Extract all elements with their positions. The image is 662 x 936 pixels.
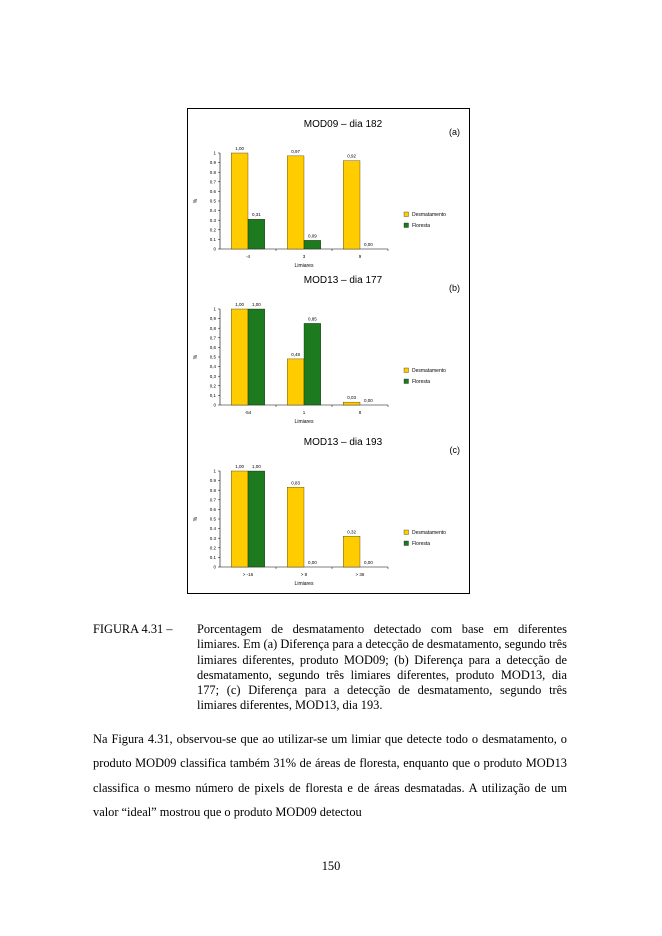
x-tick-label: 9 — [358, 254, 362, 259]
bar-floresta — [248, 471, 265, 567]
bar-desmatamento — [231, 153, 248, 249]
y-tick-label: 0,2 — [209, 383, 216, 389]
legend-label: Floresta — [412, 541, 431, 547]
legend-swatch-desmatamento — [404, 368, 409, 373]
y-tick-label: 0 — [213, 246, 216, 252]
y-tick-label: 0.9 — [209, 478, 216, 484]
data-label: 1,00 — [235, 302, 244, 307]
y-tick-label: 0.1 — [209, 555, 216, 560]
panel-label: (c) — [449, 445, 460, 455]
legend-label: Desmatamento — [412, 212, 446, 218]
x-tick-label: 3 — [302, 254, 306, 259]
x-tick-label: 1 — [302, 410, 306, 415]
bar-floresta — [304, 323, 321, 405]
x-tick-label: > 8 — [300, 572, 308, 577]
y-axis-label: % — [193, 516, 199, 522]
y-tick-label: 0.4 — [209, 208, 216, 214]
data-label: 0,48 — [291, 351, 300, 357]
legend-label: Desmatamento — [412, 530, 446, 536]
y-tick-label: 0 — [213, 402, 216, 408]
data-label: 1,00 — [235, 464, 244, 469]
y-tick-label: 0.8 — [209, 169, 216, 175]
x-axis-label: Limiares — [294, 263, 314, 269]
y-tick-label: 1 — [213, 468, 216, 474]
y-tick-label: 1 — [213, 306, 216, 312]
y-tick-label: 0.6 — [209, 189, 216, 194]
legend-swatch-floresta — [404, 223, 409, 228]
legend-label: Floresta — [412, 223, 431, 229]
bar-desmatamento — [343, 161, 360, 249]
x-tick-label: 8 — [358, 410, 362, 415]
chart-title: MOD09 – dia 182 — [303, 119, 383, 130]
chart-title: MOD13 – dia 177 — [303, 275, 383, 286]
y-tick-label: 0,4 — [209, 364, 216, 370]
y-axis-label: % — [193, 354, 199, 360]
data-label: 0,00 — [364, 242, 373, 247]
y-tick-label: 0,7 — [209, 335, 216, 341]
bar-floresta — [304, 240, 321, 249]
legend-label: Floresta — [412, 379, 431, 385]
data-label: 0,97 — [291, 148, 300, 154]
caption-label: FIGURA 4.31 – — [93, 622, 173, 636]
chart-title: MOD13 – dia 193 — [303, 437, 383, 448]
data-label: 0,83 — [291, 480, 300, 486]
y-tick-label: 0.5 — [209, 198, 216, 204]
y-tick-label: 0,1 — [209, 393, 216, 398]
y-tick-label: 1 — [213, 150, 216, 156]
body-paragraph: Na Figura 4.31, observou-se que ao utilizar-se um limiar que detecte todo o desmatamento, o produto MOD09 classifica também 31% de áreas de floresta, enquanto que o produto MOD13 classifica o mesmo número de pixels de floresta e de áreas desmatadas. A utilização de um valor “ideal” mostrou que o produto MOD09 detectou — [93, 732, 567, 819]
chart-a — [188, 113, 471, 273]
page-number: 150 — [321, 859, 341, 873]
panel-label: (a) — [449, 127, 460, 137]
bar-desmatamento — [287, 359, 304, 405]
figure-caption — [93, 622, 567, 714]
legend-label: Desmatamento — [412, 368, 446, 374]
y-tick-label: 0,3 — [209, 373, 216, 379]
data-label: 0,09 — [308, 233, 317, 239]
y-tick-label: 0.4 — [209, 526, 216, 532]
chart-b — [188, 269, 471, 429]
bar-desmatamento — [343, 536, 360, 567]
x-axis-label: Limiares — [294, 419, 314, 425]
y-tick-label: 0.3 — [209, 535, 216, 541]
y-axis-label: % — [193, 198, 199, 204]
legend-swatch-desmatamento — [404, 530, 409, 535]
y-tick-label: 0,5 — [209, 354, 216, 360]
x-tick-label: -54 — [244, 410, 252, 415]
figure-frame — [187, 108, 470, 594]
y-tick-label: 0.2 — [209, 545, 216, 551]
data-label: 1,00 — [252, 302, 261, 307]
chart-c — [188, 431, 471, 591]
caption-text: Porcentagem de desmatamento detectado com base em diferentes limiares. Em (a) Diferença para a detecção de desmatamento, segundo três limiares diferentes, produto MOD09; (b) Diferença para a detecção de desmatamento, segundo três limiares diferentes, produto MOD13, dia 177; (c) Diferença para a detecção de desmatamento, segundo três limiares diferentes, MOD13, dia 193. — [197, 622, 567, 713]
chart-svg — [188, 431, 471, 591]
bar-desmatamento — [343, 402, 360, 405]
x-tick-label: > 36 — [355, 572, 365, 577]
data-label: 0,92 — [347, 153, 356, 159]
legend-swatch-floresta — [404, 541, 409, 546]
y-tick-label: 0.6 — [209, 507, 216, 512]
data-label: 0,32 — [347, 529, 356, 535]
data-label: 0,00 — [364, 560, 373, 565]
bar-floresta — [248, 219, 265, 249]
chart-svg — [188, 269, 471, 429]
bar-desmatamento — [287, 156, 304, 249]
y-tick-label: 0.7 — [209, 497, 216, 503]
x-tick-label: > -16 — [242, 572, 254, 577]
y-tick-label: 0.1 — [209, 237, 216, 242]
data-label: 1,00 — [235, 146, 244, 151]
y-tick-label: 0.3 — [209, 217, 216, 223]
data-label: 1,00 — [252, 464, 261, 469]
bar-desmatamento — [287, 487, 304, 567]
y-tick-label: 0.7 — [209, 179, 216, 185]
y-tick-label: 0.9 — [209, 160, 216, 166]
y-tick-label: 0.5 — [209, 516, 216, 522]
chart-svg — [188, 113, 471, 273]
y-tick-label: 0.2 — [209, 227, 216, 233]
x-tick-label: -4 — [245, 254, 251, 259]
y-tick-label: 0,9 — [209, 316, 216, 322]
data-label: 0,31 — [252, 212, 261, 218]
data-label: 0,03 — [347, 395, 356, 401]
bar-floresta — [248, 309, 265, 405]
data-label: 0,85 — [308, 316, 317, 322]
legend-swatch-desmatamento — [404, 212, 409, 217]
data-label: 0,00 — [364, 398, 373, 403]
bar-desmatamento — [231, 309, 248, 405]
bar-desmatamento — [231, 471, 248, 567]
y-tick-label: 0 — [213, 564, 216, 570]
panel-label: (b) — [449, 283, 460, 293]
y-tick-label: 0.8 — [209, 487, 216, 493]
y-tick-label: 0,8 — [209, 325, 216, 331]
x-axis-label: Limiares — [294, 581, 314, 587]
legend-swatch-floresta — [404, 379, 409, 384]
data-label: 0,00 — [308, 560, 317, 565]
y-tick-label: 0,6 — [209, 345, 216, 350]
